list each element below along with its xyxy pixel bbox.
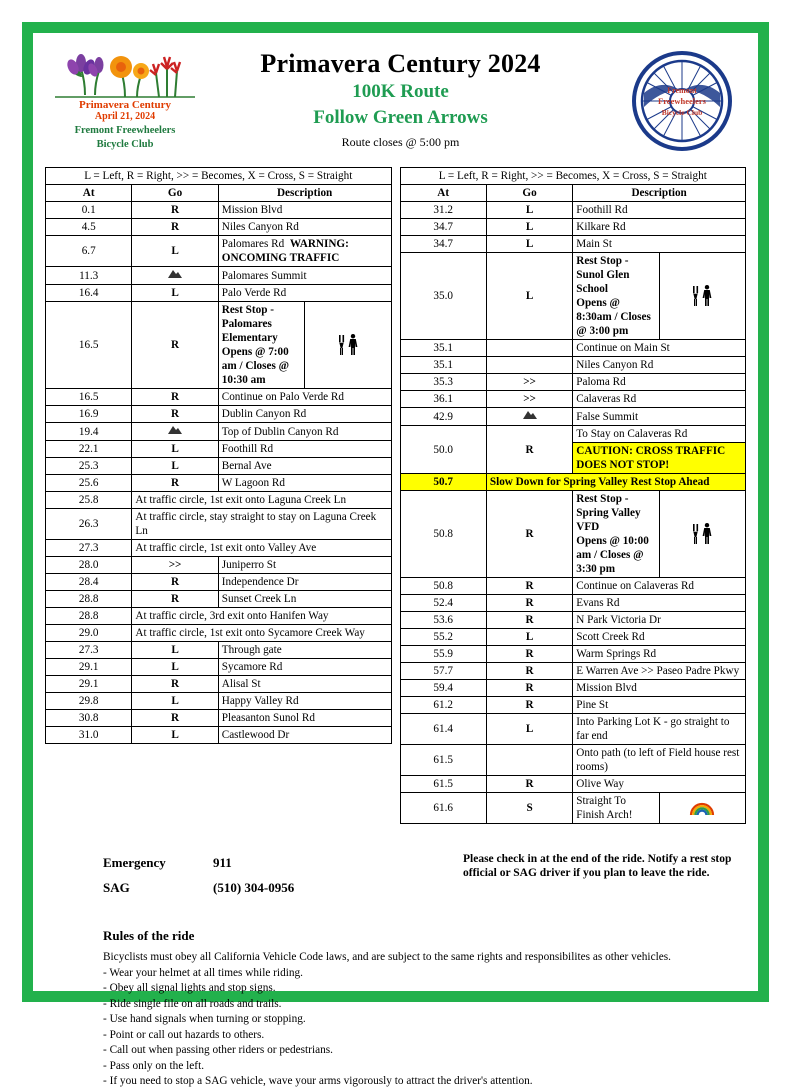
- rule-item: - If you need to stop a SAG vehicle, wave your arms vigorously to attract the driver's attention.: [103, 1075, 533, 1087]
- emergency-label: Emergency: [103, 855, 166, 870]
- legend-row-left: [46, 168, 392, 185]
- table-row: [46, 267, 392, 285]
- row-go: R: [486, 578, 572, 595]
- row-desc: At traffic circle, 3rd exit onto Hanifen Way: [132, 608, 391, 625]
- table-row: [400, 408, 746, 426]
- table-row: [400, 357, 746, 374]
- table-row: [46, 219, 392, 236]
- row-at: 35.3: [400, 374, 486, 391]
- row-at: 50.7: [400, 474, 486, 491]
- restroom-icons: [659, 253, 745, 340]
- row-desc-text: Palomares Rd: [221, 238, 285, 250]
- table-row: [400, 776, 746, 793]
- table-row: [400, 663, 746, 680]
- row-go: L: [132, 642, 218, 659]
- row-desc: At traffic circle, 1st exit onto Valley Ave: [132, 540, 391, 557]
- row-desc: Niles Canyon Rd: [573, 357, 746, 374]
- row-desc: Sunset Creek Ln: [218, 591, 391, 608]
- rule-item: - Use hand signals when turning or stopping.: [103, 1013, 306, 1025]
- sag-row: [103, 875, 294, 900]
- col-header-description: Description: [218, 185, 391, 202]
- row-go: L: [132, 236, 218, 267]
- row-desc: Main St: [573, 236, 746, 253]
- row-at: 61.5: [400, 776, 486, 793]
- table-row: [46, 406, 392, 423]
- route-name: 100K Route: [352, 81, 449, 102]
- row-at: 29.0: [46, 625, 132, 642]
- row-desc: Top of Dublin Canyon Rd: [218, 423, 391, 441]
- green-border-frame: [22, 22, 769, 1087]
- svg-text:Fremont: Fremont: [667, 86, 697, 95]
- row-at: 19.4: [46, 423, 132, 441]
- legend-text: L = Left, R = Right, >> = Becomes, X = Cross, S = Straight: [400, 168, 746, 185]
- row-desc: At traffic circle, 1st exit onto Laguna Creek Ln: [132, 492, 391, 509]
- row-desc: At traffic circle, 1st exit onto Sycamore Creek Way: [132, 625, 391, 642]
- col-header-go: Go: [486, 185, 572, 202]
- table-row: [46, 202, 392, 219]
- row-desc: Dublin Canyon Rd: [218, 406, 391, 423]
- row-go: [486, 357, 572, 374]
- legend-text: L = Left, R = Right, >> = Becomes, X = Cross, S = Straight: [46, 168, 392, 185]
- row-desc: Scott Creek Rd: [573, 629, 746, 646]
- row-go: R: [486, 612, 572, 629]
- row-at: 50.8: [400, 491, 486, 578]
- row-at: 16.5: [46, 389, 132, 406]
- row-at: 16.5: [46, 302, 132, 389]
- cue-table-right: [400, 167, 747, 824]
- row-go: L: [486, 236, 572, 253]
- emergency-number: 911: [213, 855, 232, 870]
- table-row: [46, 458, 392, 475]
- row-desc: Bernal Ave: [218, 458, 391, 475]
- row-at: 36.1: [400, 391, 486, 408]
- emergency-row: [103, 850, 294, 875]
- row-desc: Pleasanton Sunol Rd: [218, 710, 391, 727]
- row-desc: Mission Blvd: [573, 680, 746, 697]
- row-go: >>: [132, 557, 218, 574]
- row-desc: Foothill Rd: [218, 441, 391, 458]
- row-at: 42.9: [400, 408, 486, 426]
- table-row: [46, 509, 392, 540]
- table-row: [46, 710, 392, 727]
- summit-icon: [132, 267, 218, 285]
- caution-text: CAUTION: CROSS TRAFFIC DOES NOT STOP!: [573, 443, 746, 474]
- table-row: [46, 389, 392, 406]
- cue-column-right: [400, 167, 747, 824]
- cue-table-left: [45, 167, 392, 744]
- row-go: R: [132, 406, 218, 423]
- row-at: 6.7: [46, 236, 132, 267]
- row-go: [486, 745, 572, 776]
- row-at: 55.9: [400, 646, 486, 663]
- row-desc: [218, 302, 304, 389]
- table-row: [46, 557, 392, 574]
- flowers-illustration-icon: [55, 47, 195, 99]
- table-row: [400, 646, 746, 663]
- rules-body: [103, 950, 706, 1090]
- row-go: L: [486, 202, 572, 219]
- table-row: [400, 629, 746, 646]
- emergency-contacts: [103, 850, 294, 900]
- rest-stop-name: Rest Stop - Palomares Elementary: [221, 304, 278, 344]
- page-title: Primavera Century 2024: [260, 49, 541, 78]
- row-desc: Juniperro St: [218, 557, 391, 574]
- table-row: [400, 578, 746, 595]
- title-block: [205, 49, 596, 151]
- table-row: [400, 202, 746, 219]
- row-at: 61.5: [400, 745, 486, 776]
- row-desc: Through gate: [218, 642, 391, 659]
- row-go: L: [486, 714, 572, 745]
- row-desc: Sycamore Rd: [218, 659, 391, 676]
- row-desc: Into Parking Lot K - go straight to far end: [573, 714, 746, 745]
- col-header-go: Go: [132, 185, 218, 202]
- row-at: 31.0: [46, 727, 132, 744]
- row-at: 34.7: [400, 236, 486, 253]
- row-go: S: [486, 793, 572, 824]
- row-go: R: [486, 697, 572, 714]
- cue-tables: [45, 167, 746, 824]
- row-at: 35.0: [400, 253, 486, 340]
- col-header-at: At: [400, 185, 486, 202]
- row-go: R: [132, 676, 218, 693]
- row-desc: [573, 491, 659, 578]
- restroom-icons: [659, 491, 745, 578]
- table-row: [400, 745, 746, 776]
- table-row: [46, 608, 392, 625]
- row-go: R: [486, 491, 572, 578]
- row-desc: E Warren Ave >> Paseo Padre Pkwy: [573, 663, 746, 680]
- table-row: [400, 374, 746, 391]
- row-go: L: [486, 219, 572, 236]
- row-desc: [573, 253, 659, 340]
- table-row: [46, 727, 392, 744]
- row-desc: Alisal St: [218, 676, 391, 693]
- footer: [45, 824, 746, 1087]
- row-go: L: [132, 441, 218, 458]
- row-go: >>: [486, 374, 572, 391]
- table-row-finish: [400, 793, 746, 824]
- table-row: [46, 285, 392, 302]
- col-header-description: Description: [573, 185, 746, 202]
- row-at: 35.1: [400, 357, 486, 374]
- table-row-rest-stop: [400, 253, 746, 340]
- row-at: 28.8: [46, 591, 132, 608]
- row-go: R: [486, 426, 572, 474]
- row-at: 22.1: [46, 441, 132, 458]
- row-desc: Happy Valley Rd: [218, 693, 391, 710]
- row-go: L: [486, 629, 572, 646]
- table-row: [46, 693, 392, 710]
- row-desc: To Stay on Calaveras Rd: [573, 426, 746, 443]
- row-go: L: [132, 727, 218, 744]
- row-at: 53.6: [400, 612, 486, 629]
- table-row: [46, 441, 392, 458]
- row-go: R: [132, 202, 218, 219]
- legend-row-right: [400, 168, 746, 185]
- rest-stop-hours: Opens @ 8:30am / Closes @ 3:00 pm: [576, 297, 651, 337]
- row-desc: False Summit: [573, 408, 746, 426]
- route-close-note: Route closes @ 5:00 pm: [341, 135, 460, 149]
- rules-intro: Bicyclists must obey all California Vehicle Code laws, and are subject to the same rights and responsibilites as other vehicles.: [103, 951, 671, 963]
- table-row: [400, 340, 746, 357]
- row-at: 26.3: [46, 509, 132, 540]
- row-desc: Kilkare Rd: [573, 219, 746, 236]
- table-row: [46, 236, 392, 267]
- row-desc: Mission Blvd: [218, 202, 391, 219]
- row-go: R: [486, 663, 572, 680]
- rule-item: - Ride single file on all roads and trails.: [103, 997, 282, 1010]
- finish-arch-icon: [659, 793, 745, 824]
- row-at: 61.6: [400, 793, 486, 824]
- row-at: 27.3: [46, 540, 132, 557]
- row-at: 50.8: [400, 578, 486, 595]
- row-desc: Straight To Finish Arch!: [573, 793, 659, 824]
- row-at: 52.4: [400, 595, 486, 612]
- row-at: 35.1: [400, 340, 486, 357]
- row-go: R: [486, 680, 572, 697]
- logo-line-1: Primavera Century: [79, 99, 171, 111]
- row-warning-text: WARNING: ONCOMING TRAFFIC: [221, 238, 349, 264]
- table-row-rest-stop: [400, 491, 746, 578]
- row-desc: [218, 236, 391, 267]
- row-go: >>: [486, 391, 572, 408]
- row-desc: Foothill Rd: [573, 202, 746, 219]
- header-row-left: [46, 185, 392, 202]
- row-desc: Paloma Rd: [573, 374, 746, 391]
- row-at: 28.4: [46, 574, 132, 591]
- row-at: 25.3: [46, 458, 132, 475]
- table-row: [400, 219, 746, 236]
- table-row: [46, 659, 392, 676]
- row-go: L: [132, 458, 218, 475]
- table-row: [46, 574, 392, 591]
- row-at: 59.4: [400, 680, 486, 697]
- rule-item: - Point or call out hazards to others.: [103, 1028, 265, 1041]
- row-at: 16.4: [46, 285, 132, 302]
- row-at: 25.6: [46, 475, 132, 492]
- row-go: R: [132, 591, 218, 608]
- row-desc: Palo Verde Rd: [218, 285, 391, 302]
- row-at: 57.7: [400, 663, 486, 680]
- row-desc: Continue on Calaveras Rd: [573, 578, 746, 595]
- summit-icon: [132, 423, 218, 441]
- table-row: [46, 625, 392, 642]
- rule-item: - Pass only on the left.: [103, 1059, 205, 1072]
- table-row: [400, 391, 746, 408]
- row-go: R: [486, 776, 572, 793]
- row-at: 34.7: [400, 219, 486, 236]
- table-row: [400, 426, 746, 443]
- header-row-right: [400, 185, 746, 202]
- rest-stop-hours: Opens @ 7:00 am / Closes @ 10:30 am: [221, 346, 290, 386]
- table-row: [46, 591, 392, 608]
- slowdown-text: Slow Down for Spring Valley Rest Stop Ahead: [486, 474, 745, 491]
- row-go: R: [132, 475, 218, 492]
- row-go: R: [132, 574, 218, 591]
- row-desc: Castlewood Dr: [218, 727, 391, 744]
- svg-text:Bicycle Club: Bicycle Club: [661, 108, 703, 117]
- rule-item: - Obey all signal lights and stop signs.: [103, 982, 276, 994]
- cue-column-left: [45, 167, 392, 824]
- table-row: [46, 475, 392, 492]
- row-desc: Pine St: [573, 697, 746, 714]
- rest-stop-hours: Opens @ 10:00 am / Closes @ 3:30 pm: [576, 535, 649, 575]
- sag-label: SAG: [103, 880, 130, 895]
- row-go: L: [486, 253, 572, 340]
- table-row: [46, 642, 392, 659]
- row-desc: Continue on Main St: [573, 340, 746, 357]
- row-desc: N Park Victoria Dr: [573, 612, 746, 629]
- logo-line-3a: Fremont Freewheelers: [74, 125, 176, 136]
- route-instruction: Follow Green Arrows: [313, 107, 488, 128]
- row-desc: Onto path (to left of Field house rest rooms): [573, 745, 746, 776]
- table-row: [46, 540, 392, 557]
- row-desc: Continue on Palo Verde Rd: [218, 389, 391, 406]
- table-row: [400, 236, 746, 253]
- row-at: 16.9: [46, 406, 132, 423]
- row-desc: Evans Rd: [573, 595, 746, 612]
- row-at: 55.2: [400, 629, 486, 646]
- row-at: 0.1: [46, 202, 132, 219]
- row-go: L: [132, 693, 218, 710]
- table-row: [400, 680, 746, 697]
- logo-line-2: April 21, 2024: [94, 111, 156, 122]
- table-row: [400, 595, 746, 612]
- row-desc: Palomares Summit: [218, 267, 391, 285]
- header: [45, 43, 746, 165]
- row-at: 4.5: [46, 219, 132, 236]
- row-go: R: [132, 302, 218, 389]
- row-at: 28.0: [46, 557, 132, 574]
- logo-line-3b: Bicycle Club: [96, 139, 154, 150]
- row-desc: Warm Springs Rd: [573, 646, 746, 663]
- row-desc: W Lagoon Rd: [218, 475, 391, 492]
- row-desc: Independence Dr: [218, 574, 391, 591]
- table-row: [46, 676, 392, 693]
- row-go: R: [486, 595, 572, 612]
- row-at: 29.1: [46, 676, 132, 693]
- row-go: R: [132, 710, 218, 727]
- row-at: 61.2: [400, 697, 486, 714]
- rule-item: - Call out when passing other riders or pedestrians.: [103, 1044, 333, 1056]
- table-row: [400, 714, 746, 745]
- sag-number: (510) 304-0956: [213, 880, 295, 895]
- rules-title: Rules of the ride: [103, 928, 195, 943]
- summit-icon: [486, 408, 572, 426]
- row-at: 29.1: [46, 659, 132, 676]
- rest-stop-name: Rest Stop - Sunol Glen School: [576, 255, 630, 295]
- row-at: 31.2: [400, 202, 486, 219]
- rule-item: - Wear your helmet at all times while riding.: [103, 966, 303, 979]
- row-go: R: [132, 389, 218, 406]
- row-at: 27.3: [46, 642, 132, 659]
- table-row-highlight: [400, 474, 746, 491]
- row-go: L: [132, 285, 218, 302]
- col-header-at: At: [46, 185, 132, 202]
- row-at: 25.8: [46, 492, 132, 509]
- table-row: [400, 697, 746, 714]
- primavera-century-logo: [55, 47, 195, 159]
- row-at: 28.8: [46, 608, 132, 625]
- row-go: R: [132, 219, 218, 236]
- club-badge-logo: [630, 49, 734, 153]
- row-at: 30.8: [46, 710, 132, 727]
- row-at: 61.4: [400, 714, 486, 745]
- row-go: L: [132, 659, 218, 676]
- row-go: [486, 340, 572, 357]
- table-row-rest-stop: [46, 302, 392, 389]
- table-row: [400, 612, 746, 629]
- table-row: [46, 423, 392, 441]
- svg-text:Freewheelers: Freewheelers: [658, 96, 706, 106]
- row-at: 29.8: [46, 693, 132, 710]
- row-at: 11.3: [46, 267, 132, 285]
- checkin-note: Please check in at the end of the ride. Notify a rest stop official or SAG driver if you plan to leave the ride.: [463, 853, 732, 879]
- row-at: 50.0: [400, 426, 486, 474]
- table-row: [46, 492, 392, 509]
- restroom-icons: [305, 302, 391, 389]
- row-desc: Niles Canyon Rd: [218, 219, 391, 236]
- row-desc: Olive Way: [573, 776, 746, 793]
- row-go: R: [486, 646, 572, 663]
- rest-stop-name: Rest Stop - Spring Valley VFD: [576, 493, 641, 533]
- row-desc: At traffic circle, stay straight to stay on Laguna Creek Ln: [132, 509, 391, 540]
- row-desc: Calaveras Rd: [573, 391, 746, 408]
